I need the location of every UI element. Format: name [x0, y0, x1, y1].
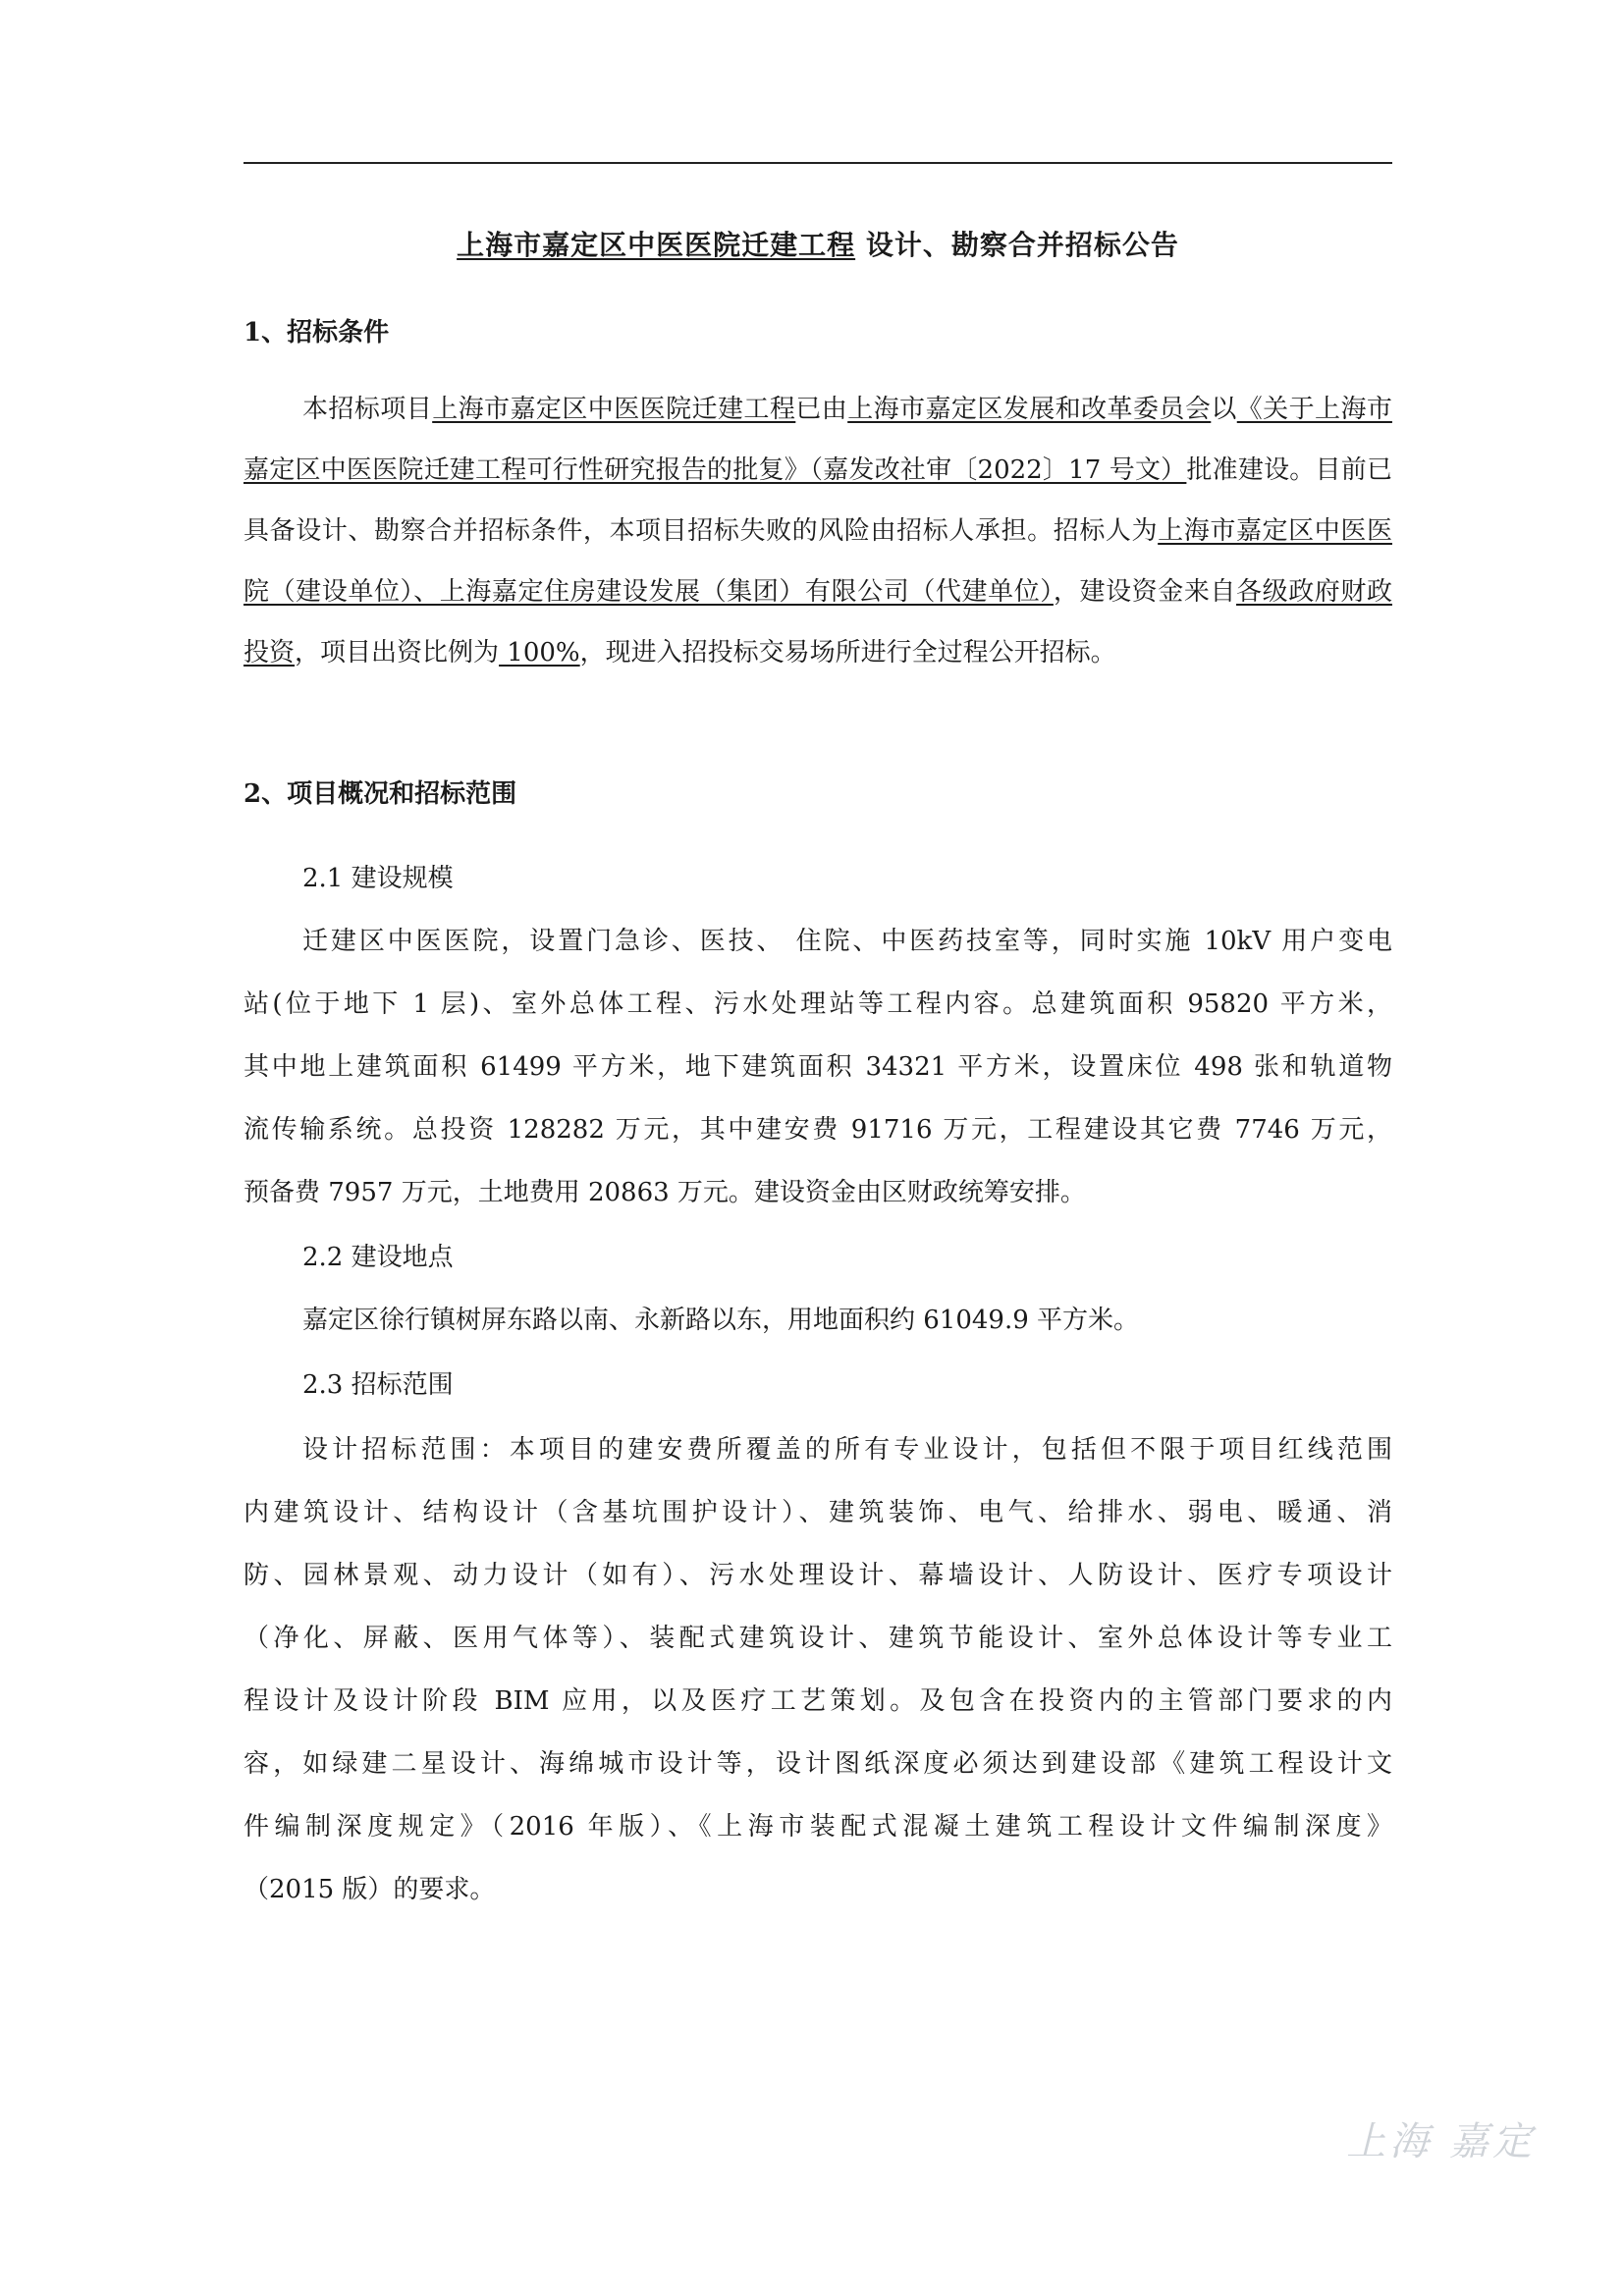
- scope-line: 容，如绿建二星设计、海绵城市设计等，设计图纸深度必须达到建设部《建筑工程设计文: [244, 1749, 1392, 1779]
- section-1-paragraph: [244, 379, 1392, 683]
- scope-line: 程设计及设计阶段 BIM 应用，以及医疗工艺策划。及包含在投资内的主管部门要求的内: [244, 1686, 1392, 1716]
- section-2-heading: 2、项目概况和招标范围: [244, 779, 517, 809]
- underlined-fill-text: 各级政府财政投资: [244, 577, 1392, 667]
- paragraph-text: ，建设资金来自: [1053, 577, 1237, 607]
- underlined-fill-text: 上海市嘉定区中医医院迁建工程: [432, 395, 796, 424]
- scope-line: 设计招标范围：本项目的建安费所覆盖的所有专业设计，包括但不限于项目红线范围: [302, 1435, 1392, 1465]
- scale-line: 预备费 7957 万元，土地费用 20863 万元。建设资金由区财政统筹安排。: [244, 1178, 1086, 1207]
- paragraph-text: 批准建设。目前已具备设计、勘察合并招标条件，本项目招标失败的风险由招标人承担。招标人为: [244, 455, 1392, 546]
- watermark-seal: 上海 嘉定: [1346, 2119, 1536, 2164]
- scope-line: 防、园林景观、动力设计（如有）、污水处理设计、幕墙设计、人防设计、医疗专项设计: [244, 1561, 1392, 1590]
- section-1-heading: 1、招标条件: [244, 318, 390, 347]
- paragraph-text: ，项目出资比例为: [295, 638, 500, 667]
- paragraph-text: 以: [1211, 395, 1237, 424]
- paragraph-text: 本招标项目: [302, 395, 433, 424]
- scope-line: （2015 版）的要求。: [244, 1875, 496, 1904]
- subsection-2-2-heading: 2.2 建设地点: [302, 1243, 454, 1272]
- underlined-fill-text: 上海市嘉定区发展和改革委员会: [847, 395, 1212, 424]
- scale-line: 站(位于地下 1 层)、室外总体工程、污水处理站等工程内容。总建筑面积 95820 平方米，: [244, 989, 1392, 1019]
- paragraph-text: 已由: [795, 395, 848, 424]
- location-text: 嘉定区徐行镇树屏东路以南、永新路以东，用地面积约 61049.9 平方米。: [302, 1306, 1140, 1335]
- header-rule: [244, 162, 1392, 164]
- title-suffix: 设计、勘察合并招标公告: [855, 229, 1179, 261]
- scale-line: 迁建区中医医院，设置门急诊、医技、 住院、中医药技室等，同时实施 10kV 用户变电: [302, 927, 1392, 956]
- subsection-2-3-heading: 2.3 招标范围: [302, 1370, 454, 1400]
- page-title: [244, 224, 1392, 263]
- underlined-fill-text: 上海市嘉定区中医医院（建设单位）、上海嘉定住房建设发展（集团）有限公司（代建单位）: [244, 516, 1392, 607]
- scope-line: 内建筑设计、结构设计（含基坑围护设计）、建筑装饰、电气、给排水、弱电、暖通、消: [244, 1498, 1392, 1527]
- scope-line: （净化、屏蔽、医用气体等）、装配式建筑设计、建筑节能设计、室外总体设计等专业工: [244, 1624, 1392, 1653]
- scope-line: 件编制深度规定》（2016 年版）、《上海市装配式混凝土建筑工程设计文件编制深度》: [244, 1812, 1392, 1842]
- title-project-name: 上海市嘉定区中医医院迁建工程: [457, 229, 856, 261]
- subsection-2-1-heading: 2.1 建设规模: [302, 864, 454, 893]
- scale-line: 流传输系统。总投资 128282 万元，其中建安费 91716 万元，工程建设其它费 7746 万元，: [244, 1115, 1392, 1145]
- underlined-fill-text: 《关于上海市嘉定区中医医院迁建工程可行性研究报告的批复》（嘉发改社审〔2022〕17 号文）: [244, 395, 1392, 485]
- paragraph-text: ，现进入招投标交易场所进行全过程公开招标。: [579, 638, 1116, 667]
- underlined-fill-text: 100%: [499, 638, 580, 667]
- scale-line: 其中地上建筑面积 61499 平方米，地下建筑面积 34321 平方米，设置床位 498 张和轨道物: [244, 1052, 1392, 1082]
